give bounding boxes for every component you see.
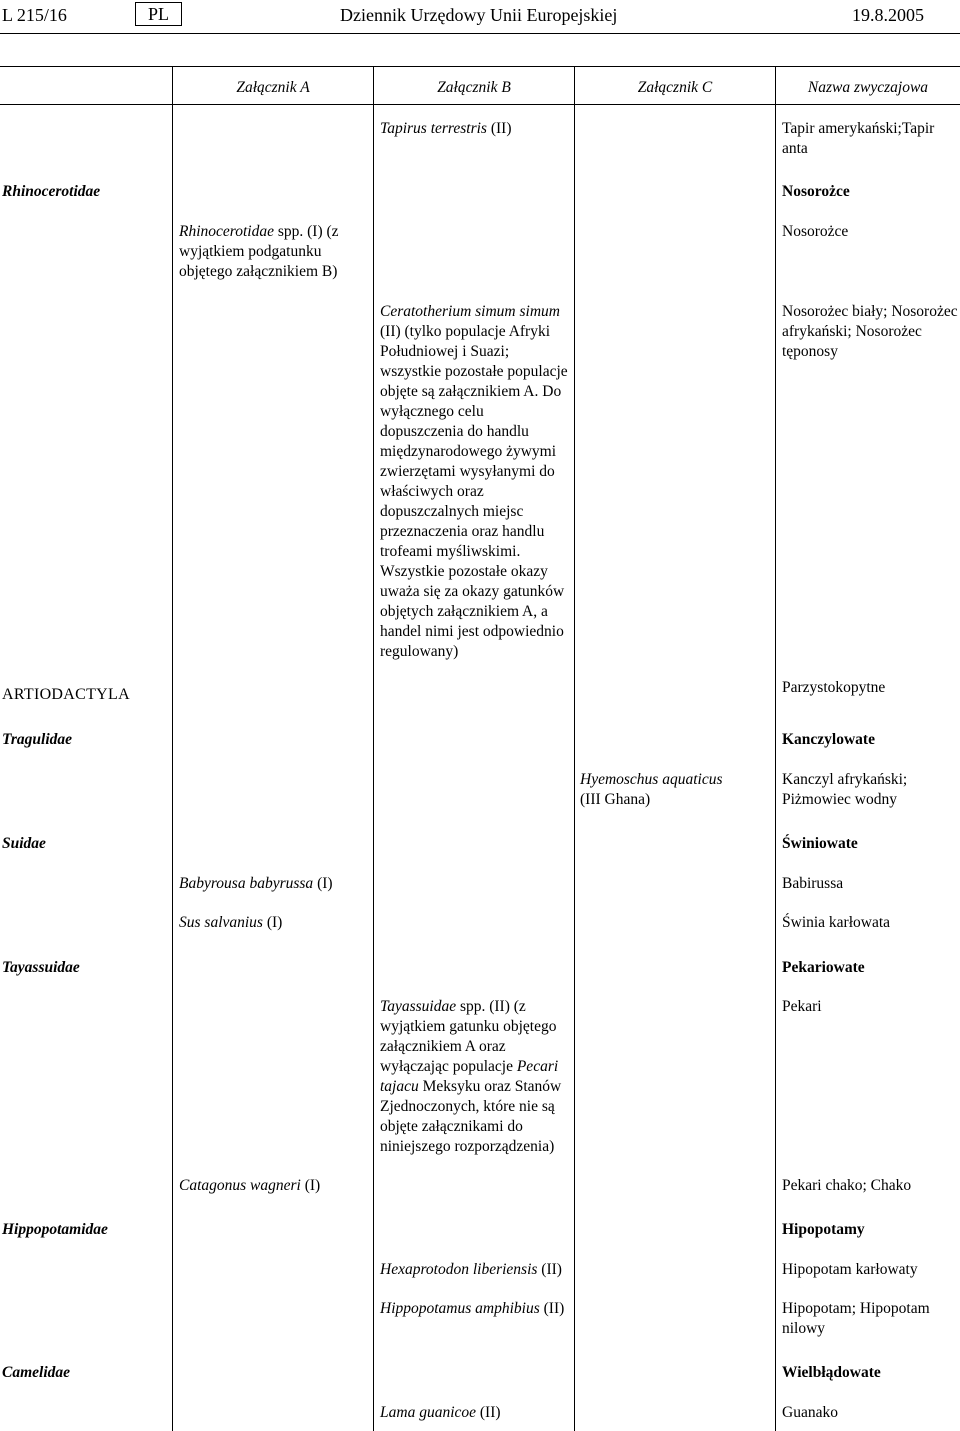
family-common-name: Nosorożce [782, 183, 850, 200]
species-entry: Sus salvanius (I) [179, 914, 283, 931]
order-name: ARTIODACTYLA [2, 686, 130, 703]
family-name: Tayassuidae [2, 959, 80, 976]
common-name: Nosorożec biały; Nosorożec afrykański; Nosorożec tęponosy [782, 303, 958, 360]
publication-date: 19.8.2005 [852, 5, 924, 25]
header-rule [0, 33, 960, 34]
common-name: Hipopotam karłowaty [782, 1261, 918, 1278]
order-common-name: Parzystokopytne [782, 679, 886, 696]
page-header [0, 0, 960, 32]
family-common-name: Kanczylowate [782, 731, 875, 748]
family-name: Suidae [2, 835, 46, 852]
family-name: Hippopotamidae [2, 1221, 108, 1238]
common-name: Nosorożce [782, 223, 849, 240]
species-entry: Babyrousa babyrussa (I) [179, 875, 333, 892]
table-head-rule [0, 104, 960, 105]
common-name: Guanako [782, 1404, 838, 1421]
common-name: Pekari [782, 998, 822, 1015]
species-entry: Hexaprotodon liberiensis (II) [380, 1261, 562, 1278]
species-entry: Hyemoschus aquaticus (III Ghana) [580, 771, 723, 808]
family-name: Tragulidae [2, 731, 73, 748]
column-header-annex-a: Załącznik A [236, 79, 310, 96]
species-entry: Tapirus terrestris (II) [380, 120, 512, 137]
page-reference: L 215/16 [2, 5, 67, 25]
common-name: Hipopotam; Hipopotam nilowy [782, 1300, 930, 1337]
species-entry: Lama guanicoe (II) [380, 1404, 501, 1421]
common-name: Tapir amerykański;Tapir anta [782, 120, 935, 157]
column-divider [574, 67, 575, 1431]
journal-title: Dziennik Urzędowy Unii Europejskiej [340, 5, 618, 25]
language-code: PL [135, 2, 182, 26]
species-entry: Hippopotamus amphibius (II) [380, 1300, 565, 1317]
column-header-annex-c: Załącznik C [637, 79, 713, 96]
column-header-common-name: Nazwa zwyczajowa [807, 79, 929, 96]
species-entry: Rhinocerotidae spp. (I) (z wyjątkiem podgatunku objętego załącznikiem B) [179, 223, 339, 280]
family-name: Camelidae [2, 1364, 71, 1381]
family-common-name: Hipopotamy [782, 1221, 865, 1238]
common-name: Pekari chako; Chako [782, 1177, 912, 1194]
common-name: Kanczyl afrykański; Piżmowiec wodny [782, 771, 908, 808]
column-divider [172, 67, 173, 1431]
common-name: Babirussa [782, 875, 844, 892]
table-top-rule [0, 66, 960, 67]
species-entry: Ceratotherium simum simum (II) (tylko populacje Afryki Południowej i Suazi; wszystkie pozostałe populacje objęte są załącznikiem A. Do wyłącznego celu dopuszczenia do handlu międzynarodowego żywymi zwierzętami wysyłanymi do właściwych oraz dopuszczalnych miejsc przeznaczenia oraz handlu trofeami myśliwskimi. Wszystkie pozostałe okazy uważa się za okazy gatunków objętych załącznikiem A, a handel nimi jest odpowiednio regulowany) [380, 303, 568, 660]
column-divider [775, 67, 776, 1431]
species-entry: Catagonus wagneri (I) [179, 1177, 321, 1194]
species-entry: Tayassuidae spp. (II) (z wyjątkiem gatunku objętego załącznikiem A oraz wyłączając populacje Pecari tajacu Meksyku oraz Stanów Zjednoczonych, które nie są objęte załącznikami do niniejszego rozporządzenia) [380, 998, 562, 1155]
common-name: Świnia karłowata [782, 914, 891, 931]
column-divider [373, 67, 374, 1431]
column-header-annex-b: Załącznik B [437, 79, 511, 96]
family-common-name: Wielbłądowate [782, 1364, 881, 1381]
family-common-name: Pekariowate [782, 959, 865, 976]
family-name: Rhinocerotidae [2, 183, 101, 200]
family-common-name: Świniowate [782, 835, 858, 852]
